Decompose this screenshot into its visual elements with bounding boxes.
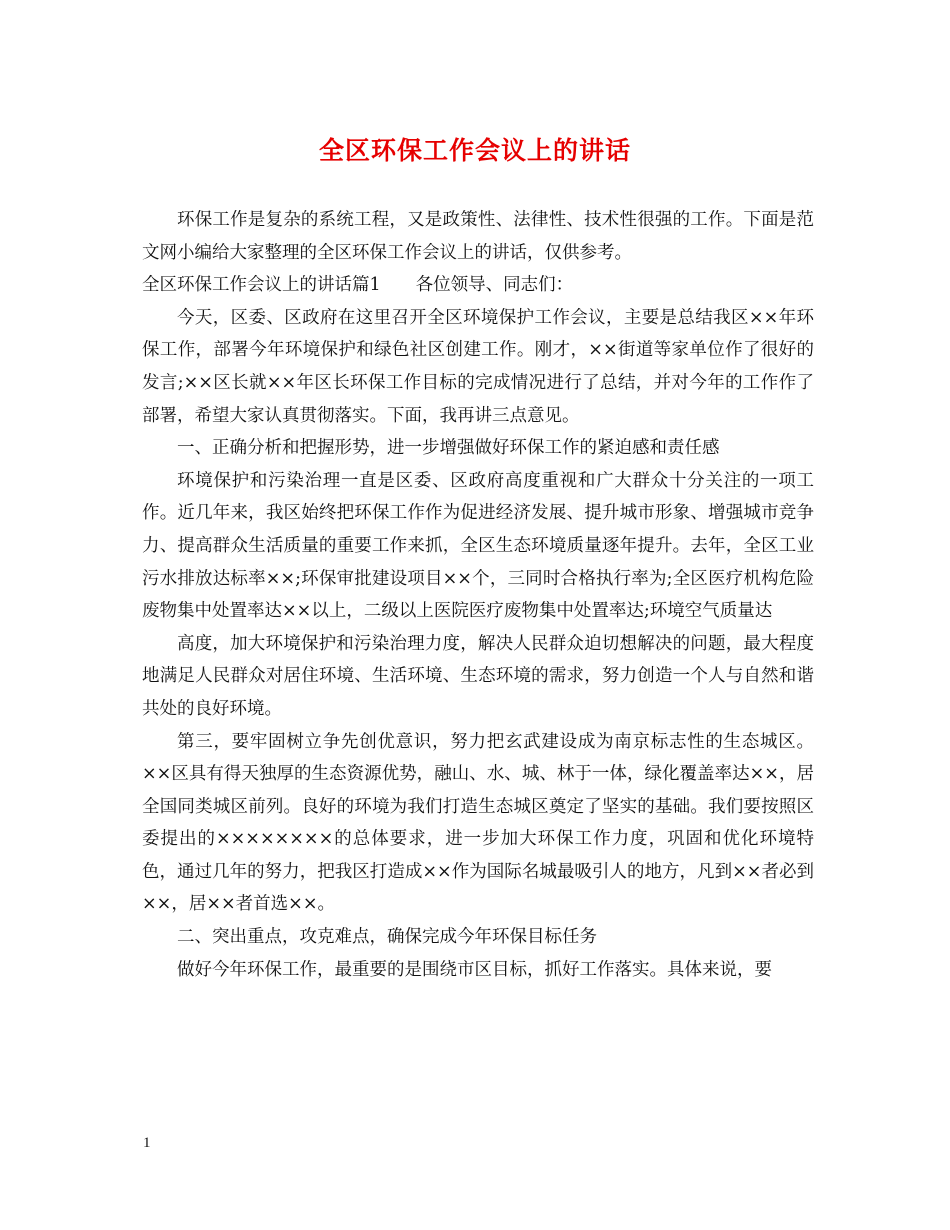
paragraph-situation: 环境保护和污染治理一直是区委、区政府高度重视和广大群众十分关注的一项工作。近几年来，我区始终把环保工作作为促进经济发展、提升城市形象、增强城市竞争力、提高群众生活质量的重要工作来抓，全区生态环境质量逐年提升。去年，全区工业污水排放达标率××;环保审批建设项目××个，三同时合格执行率为;全区医疗机构危险废物集中处置率达××以上，二级以上医院医疗废物集中处置率达;环境空气质量达	[142, 470, 814, 622]
paragraph-height: 高度，加大环境保护和污染治理力度，解决人民群众迫切想解决的问题，最大程度地满足人民群众对居住环境、生活环境、生态环境的需求，努力创造一个人与自然和谐共处的良好环境。	[142, 633, 814, 719]
page-number: 1	[143, 1135, 151, 1151]
heading-point-two: 二、突出重点，攻克难点，确保完成今年环保目标任务	[177, 927, 597, 948]
heading-point-one: 一、正确分析和把握形势，进一步增强做好环保工作的紧迫感和责任感	[177, 438, 720, 459]
paragraph-work-focus: 做好今年环保工作，最重要的是围绕市区目标，抓好工作落实。具体来说，要	[177, 959, 772, 980]
paragraph-third: 第三，要牢固树立争先创优意识，努力把玄武建设成为南京标志性的生态城区。××区具有得天独厚的生态资源优势，融山、水、城、林于一体，绿化覆盖率达××，居全国同类城区前列。良好的环境为我们打造生态城区奠定了坚实的基础。我们要按照区委提出的××××××××的总体要求，进一步加大环保工作力度，巩固和优化环境特色，通过几年的努力，把我区打造成××作为国际名城最吸引人的地方，凡到××者必到××，居××者首选××。	[142, 731, 814, 915]
document-body	[142, 204, 814, 986]
paragraph-section-heading: 全区环保工作会议上的讲话篇1 各位领导、同志们：	[142, 275, 574, 296]
document-title: 全区环保工作会议上的讲话	[318, 136, 631, 165]
paragraph-opening: 今天，区委、区政府在这里召开全区环境保护工作会议，主要是总结我区××年环保工作，部署今年环境保护和绿色社区创建工作。刚才，××街道等家单位作了很好的发言;××区长就××年区长环保工作目标的完成情况进行了总结，并对今年的工作作了部署，希望大家认真贯彻落实。下面，我再讲三点意见。	[142, 307, 814, 426]
paragraph-intro: 环保工作是复杂的系统工程，又是政策性、法律性、技术性很强的工作。下面是范文网小编给大家整理的全区环保工作会议上的讲话，仅供参考。	[142, 210, 814, 263]
